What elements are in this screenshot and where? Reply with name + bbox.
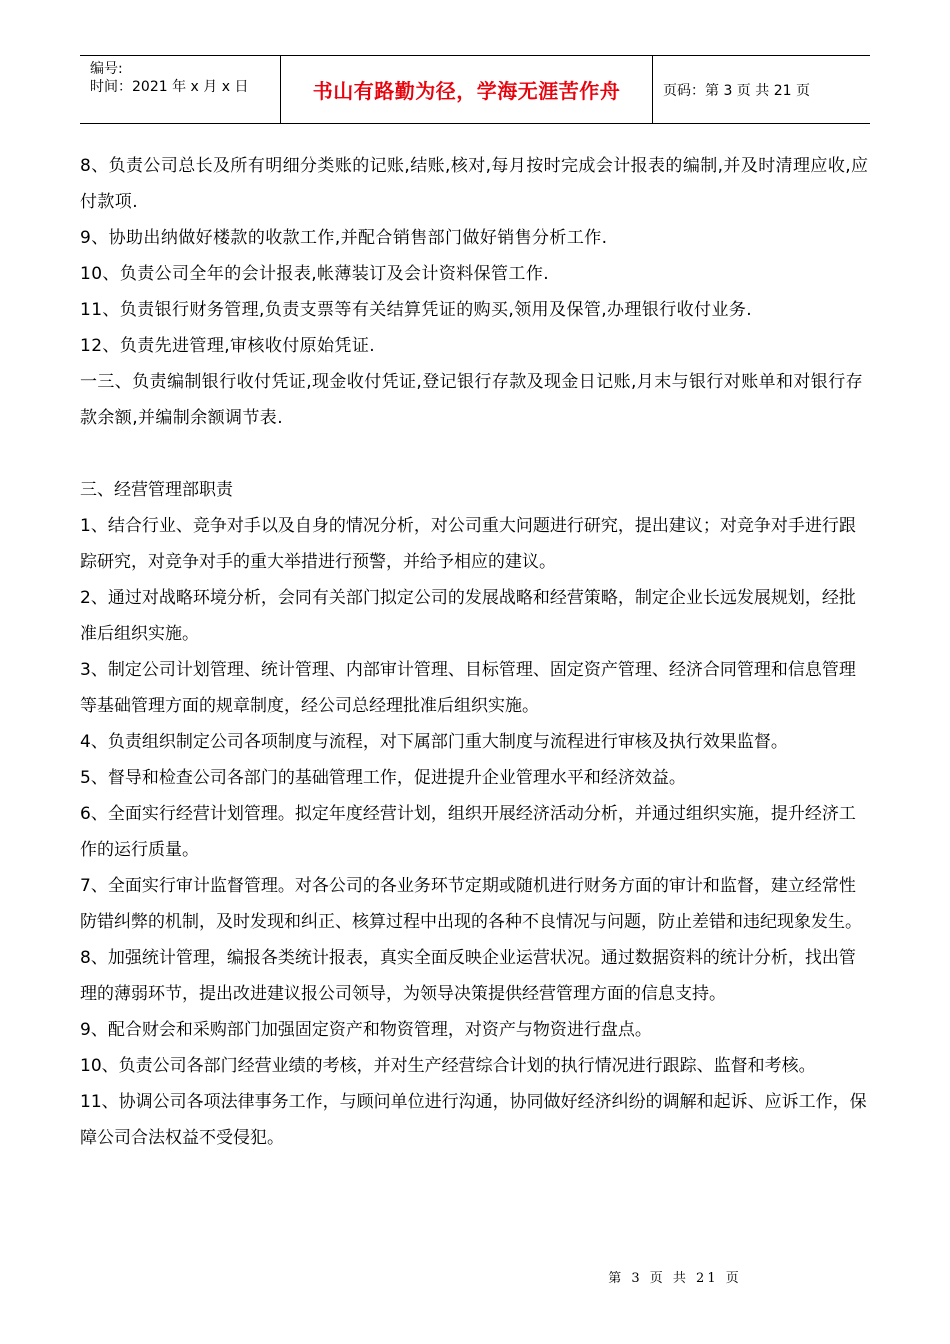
finance-item: 10、负责公司全年的会计报表,帐薄装订及会计资料保管工作. (80, 264, 550, 284)
header-page-info: 页码：第 3 页 共 21 页 (663, 82, 810, 99)
duty-item: 6、全面实行经营计划管理。拟定年度经营计划，组织开展经济活动分析，并通过组织实施，提升经济工作的运行质量。 (80, 804, 856, 860)
header-meta (80, 56, 281, 123)
management-duties (80, 508, 872, 1156)
finance-item: 一三、负责编制银行收付凭证,现金收付凭证,登记银行存款及现金日记账,月末与银行对账单和对银行存款余额,并编制余额调节表. (80, 372, 864, 428)
duty-item: 2、通过对战略环境分析，会同有关部门拟定公司的发展战略和经营策略，制定企业长远发展规划，经批准后组织实施。 (80, 588, 856, 644)
finance-item: 8、负责公司总长及所有明细分类账的记账,结账,核对,每月按时完成会计报表的编制,并及时清理应收,应付款项. (80, 156, 869, 212)
duty-item: 4、负责组织制定公司各项制度与流程，对下属部门重大制度与流程进行审核及执行效果监督。 (80, 732, 788, 752)
section-title: 三、经营管理部职责 (80, 480, 233, 500)
page-header (80, 55, 870, 124)
duty-item: 5、督导和检查公司各部门的基础管理工作，促进提升企业管理水平和经济效益。 (80, 768, 686, 788)
finance-item: 12、负责先进管理,审核收付原始凭证. (80, 336, 376, 356)
document-number-label: 编号: (90, 61, 123, 77)
header-motto-cell (281, 56, 653, 123)
duty-item: 8、加强统计管理，编报各类统计报表，真实全面反映企业运营状况。通过数据资料的统计分析，找出管理的薄弱环节，提出改进建议报公司领导，为领导决策提供经营管理方面的信息支持。 (80, 948, 856, 1004)
finance-duties (80, 148, 872, 436)
page-footer: 第 3 页 共 21 页 (608, 1271, 742, 1286)
duty-item: 10、负责公司各部门经营业绩的考核，并对生产经营综合计划的执行情况进行跟踪、监督和考核。 (80, 1056, 816, 1076)
finance-item: 9、协助出纳做好楼款的收款工作,并配合销售部门做好销售分析工作. (80, 228, 608, 248)
document-time: 时间：2021 年 x 月 x 日 (90, 79, 249, 95)
finance-item: 11、负责银行财务管理,负责支票等有关结算凭证的购买,领用及保管,办理银行收付业务. (80, 300, 753, 320)
duty-item: 11、协调公司各项法律事务工作，与顾问单位进行沟通，协同做好经济纠纷的调解和起诉、应诉工作，保障公司合法权益不受侵犯。 (80, 1092, 867, 1148)
duty-item: 7、全面实行审计监督管理。对各公司的各业务环节定期或随机进行财务方面的审计和监督，建立经常性防错纠弊的机制，及时发现和纠正、核算过程中出现的各种不良情况与问题，防止差错和违纪现象发生。 (80, 876, 862, 932)
duty-item: 9、配合财会和采购部门加强固定资产和物资管理，对资产与物资进行盘点。 (80, 1020, 652, 1040)
document-body (80, 148, 872, 1156)
header-motto: 书山有路勤为径，学海无涯苦作舟 (312, 79, 621, 103)
duty-item: 1、结合行业、竞争对手以及自身的情况分析，对公司重大问题进行研究，提出建议；对竞争对手进行跟踪研究，对竞争对手的重大举措进行预警，并给予相应的建议。 (80, 516, 856, 572)
header-page-cell (653, 56, 870, 123)
section-spacer (80, 436, 872, 472)
duty-item: 3、制定公司计划管理、统计管理、内部审计管理、目标管理、固定资产管理、经济合同管理和信息管理等基础管理方面的规章制度，经公司总经理批准后组织实施。 (80, 660, 856, 716)
